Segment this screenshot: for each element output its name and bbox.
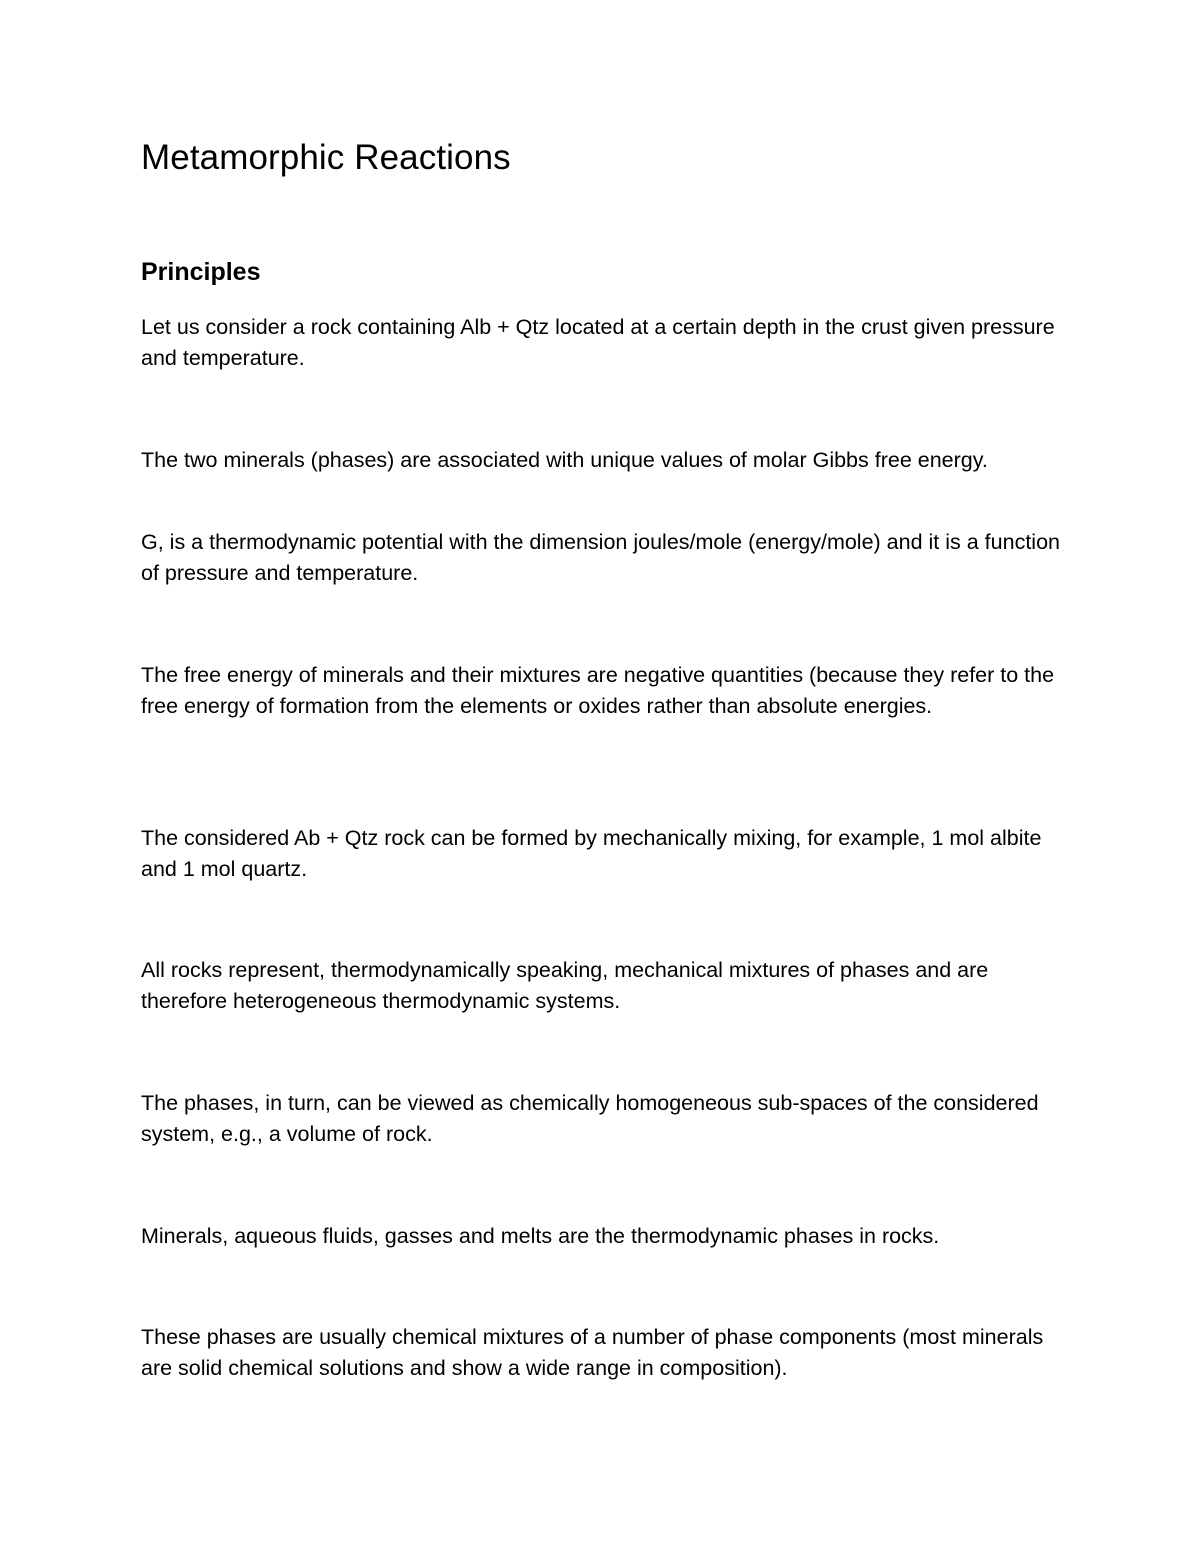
document-title: Metamorphic Reactions: [141, 138, 511, 177]
paragraph: The two minerals (phases) are associated with unique values of molar Gibbs free energy.: [141, 448, 988, 472]
paragraph: The considered Ab + Qtz rock can be formed by mechanically mixing, for example, 1 mol albite and 1 mol quartz.: [141, 826, 1042, 881]
paragraph: Let us consider a rock containing Alb + Qtz located at a certain depth in the crust given pressure and temperature.: [141, 315, 1055, 370]
paragraph: The phases, in turn, can be viewed as chemically homogeneous sub-spaces of the considered system, e.g., a volume of rock.: [141, 1091, 1039, 1146]
paragraph: The free energy of minerals and their mixtures are negative quantities (because they refer to the free energy of formation from the elements or oxides rather than absolute energies.: [141, 663, 1055, 718]
section-heading: Principles: [141, 258, 261, 286]
paragraph: Minerals, aqueous fluids, gasses and melts are the thermodynamic phases in rocks.: [141, 1224, 940, 1248]
paragraph: G, is a thermodynamic potential with the dimension joules/mole (energy/mole) and it is a function of pressure and temperature.: [141, 530, 1060, 585]
paragraph: These phases are usually chemical mixtures of a number of phase components (most minerals are solid chemical solutions and show a wide range in composition).: [141, 1325, 1044, 1380]
paragraph: All rocks represent, thermodynamically speaking, mechanical mixtures of phases and are therefore heterogeneous thermodynamic systems.: [141, 958, 989, 1013]
